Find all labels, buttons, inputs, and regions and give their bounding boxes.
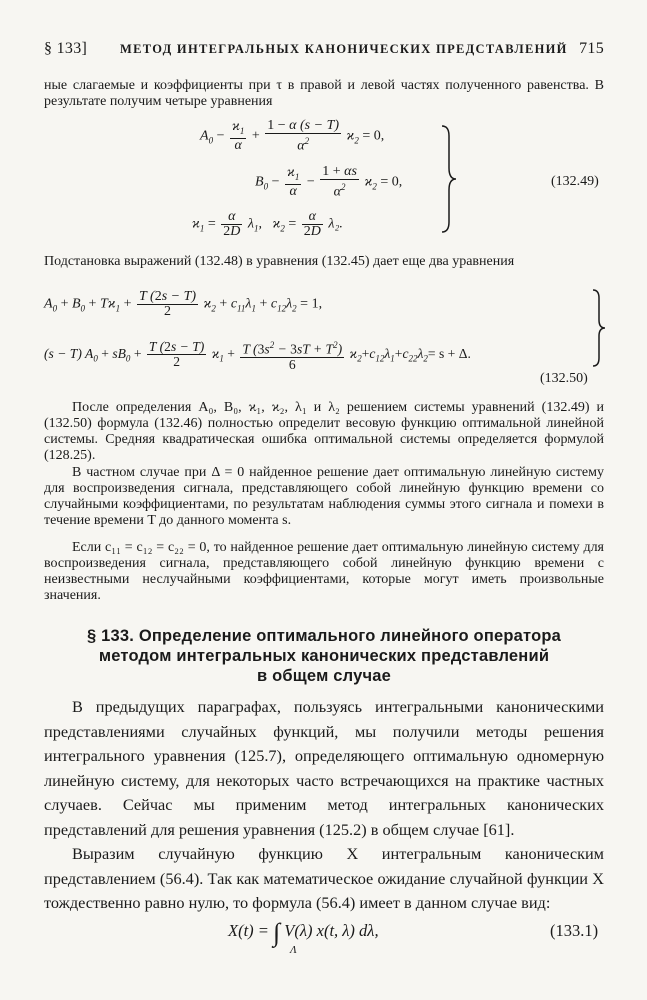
header-title: МЕТОД ИНТЕГРАЛЬНЫХ КАНОНИЧЕСКИХ ПРЕДСТАВЛЕНИЙ	[120, 42, 568, 56]
equation-number-132-50: (132.50)	[540, 371, 588, 386]
section-heading-line3: в общем случае	[256, 667, 392, 685]
integral-sign: ∫	[273, 918, 281, 947]
header-section: § 133]	[44, 40, 88, 57]
eq1-rhs: = 0,	[362, 128, 385, 144]
integral-lower-limit: Λ	[290, 944, 297, 956]
equation-132-50-line2: (s − T) $A_0 + sB_0$ + $\frac{T (2s - T)}{2}$ $ϰ_1$ + $\frac{T (3s^2 - 3sT + T^2)}{6}$ $ϰ_2+c_{12}\lambda_1+c_{22}\lambda_2= s + \Delta$.	[44, 339, 471, 372]
equation-132-49-line1: $A_0$ − $\frac{ϰ_1}{\alpha}$ + $\frac{1 - \alpha (s - T)}{\alpha^2}$ $ϰ_2 = 0$,	[200, 118, 385, 154]
section-heading-line2: методом интегральных канонических представлений	[98, 647, 550, 665]
equation-132-49-line3: $ϰ_1$ = $\frac{\alpha}{2D}$ $\lambda_1$, $ϰ_2$ = $\frac{\alpha}{2D}$ λ₂.	[192, 209, 343, 239]
eq3-end: λ₂.	[328, 216, 343, 232]
eq133-lhs: X(t) =	[228, 921, 269, 940]
page-number: 715	[579, 40, 604, 57]
eq133-integrand: V(λ) x(t, λ) dλ,	[284, 921, 379, 940]
delta-zero-paragraph: В частном случае при Δ = 0 найденное решение дает оптимальную линейную систему для воспроизведения сигнала, представляющего собой линейную функцию времени со случайными коэффициентами, по результатам наблюдения суммы этого сигнала и помехи в течение времени T до данного момента s.	[44, 465, 604, 528]
eq50-line2-end: = s + Δ.	[427, 345, 471, 361]
express-paragraph: Выразим случайную функцию X интегральным каноническим представлением (56.4). Так как математическое ожидание случайной функции X тождественно равно нулю, то формула (56.4) имеет в данном случае вид:	[44, 844, 604, 912]
equation-number-133-1: (133.1)	[550, 921, 599, 940]
section-heading	[44, 626, 604, 686]
equation-132-49-line2: $B_0$ − $\frac{ϰ_1}{\alpha}$ − $\frac{1 + \alpha s}{\alpha^2}$ $ϰ_2 = 0$,	[255, 164, 403, 200]
intro-paragraph: ные слагаемые и коэффициенты при τ в правой и левой частях полученного равенства. В результате получим четыре уравнения	[44, 78, 604, 109]
previous-paragraphs-paragraph: В предыдущих параграфах, пользуясь интегральными каноническими представлениями случайных функций, мы получили методы решения интегрального уравнения (125.7), определяющего оптимальную одномерную линейную систему, для некоторых часто встречающихся на практике частных случаев. Сейчас мы применим метод интегральных канонических представлений для решения уравнения (125.2) в общем случае [61].	[44, 697, 604, 839]
equation-133-1-body	[228, 918, 379, 948]
right-brace-132-49	[438, 124, 460, 234]
eq2-rhs: = 0,	[380, 174, 403, 190]
c-zero-paragraph: Если c₁₁ = c₁₂ = c₂₂ = 0, то найденное решение дает оптимальную линейную систему для воспроизведения сигнала, представляющего собой линейную функцию времени с неизвестными неслучайными коэффициентами, которые могут иметь произвольные значения.	[44, 540, 604, 603]
equation-number-132-49: (132.49)	[551, 174, 599, 189]
right-brace-132-50	[590, 288, 608, 368]
eq50-line1-end: = 1,	[300, 296, 323, 312]
equation-132-50-line1: $A_0 + B_0 + Tϰ_1$ + $\frac{T (2s - T)}{2}$ $ϰ_2 + c_{11}\lambda_1 + c_{12}\lambda_2 = 1$,	[44, 289, 323, 319]
substitution-paragraph: Подстановка выражений (132.48) в уравнения (132.45) дает еще два уравнения	[44, 254, 515, 269]
section-heading-line1: § 133. Определение оптимального линейного оператора	[86, 627, 562, 645]
after-system-paragraph: После определения A₀, B₀, ϰ₁, ϰ₂, λ₁ и λ₂ решением системы уравнений (132.49) и (132.50) формула (132.46) полностью определит весовую функцию оптимальной линейной системы. Средняя квадратическая ошибка оптимальной системы определяется формулой (128.25).	[44, 400, 604, 463]
